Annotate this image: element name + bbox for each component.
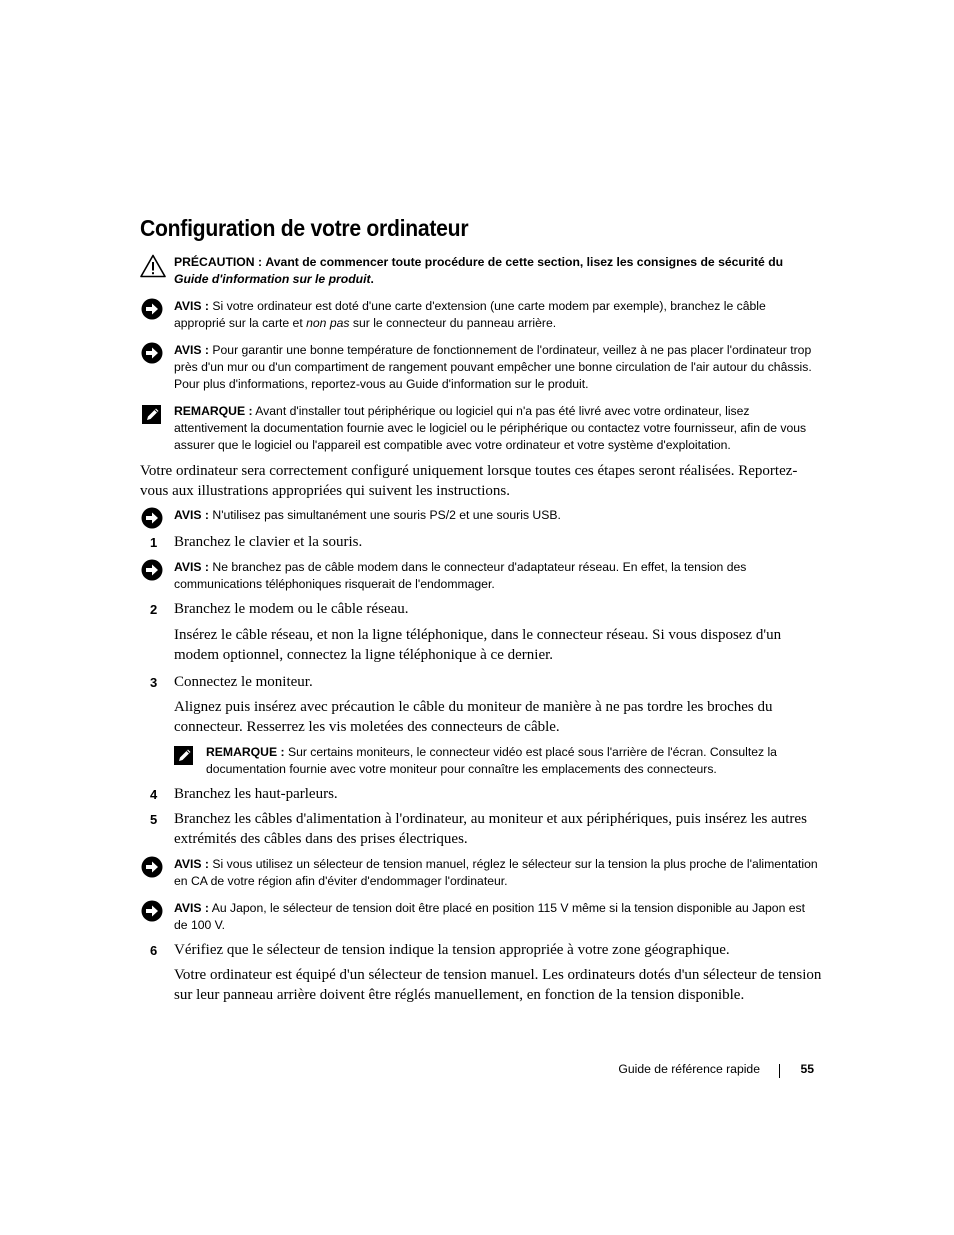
step-3-paragraph: Alignez puis insérez avec précaution le câble du moniteur de manière à ne pas tordre les broches du connecteur. Resserrez les vis moletées des connecteurs de câble.	[174, 699, 773, 735]
step-3	[140, 673, 820, 693]
intro-paragraph: Votre ordinateur sera correctement configuré uniquement lorsque toutes ces étapes seront réalisées. Reportez-vous aux illustrations appropriées qui suivent les instructions.	[140, 463, 798, 499]
notice-text-1	[174, 298, 820, 332]
step-text: Vérifiez que le sélecteur de tension indique la tension appropriée à votre zone géographique.	[174, 942, 730, 958]
notice-text-4	[174, 559, 820, 593]
remark-label-1: REMARQUE :	[174, 404, 253, 418]
notice-text-2	[174, 342, 820, 393]
step-number: 2	[150, 602, 158, 617]
notice-label-2: AVIS :	[174, 343, 209, 357]
step-number: 1	[150, 535, 158, 550]
caution-block	[140, 254, 820, 288]
remark-label-2: REMARQUE :	[206, 745, 285, 759]
remark-text-1	[174, 403, 820, 454]
notice-label-4: AVIS :	[174, 560, 209, 574]
pencil-note-icon	[172, 744, 198, 768]
notice-arrow-icon	[140, 342, 166, 366]
caution-end: .	[370, 272, 374, 286]
step-1	[140, 533, 820, 553]
notice-body-2: Pour garantir une bonne température de fonctionnement de l'ordinateur, veillez à ne pas placer l'ordinateur trop près d'un mur ou d'un compartiment de rangement pouvant empêcher une bonne circulation de l'air autour du châssis. Pour plus d'informations, reportez-vous au Guide d'information sur le produit.	[174, 343, 812, 391]
step-2	[140, 600, 820, 620]
footer-separator	[779, 1064, 780, 1078]
remark-block-2	[172, 744, 820, 778]
notice-arrow-icon	[140, 856, 166, 880]
notice-block-1	[140, 298, 820, 332]
step-6	[140, 941, 820, 961]
notice-block-3	[140, 507, 820, 524]
step-text: Branchez le clavier et la souris.	[174, 534, 363, 550]
remark-block-1	[140, 403, 820, 454]
step-text: Connectez le moniteur.	[174, 674, 313, 690]
notice-arrow-icon	[140, 900, 166, 924]
step-number: 3	[150, 675, 158, 690]
caution-body: Avant de commencer toute procédure de cette section, lisez les consignes de sécurité du	[265, 255, 784, 269]
caution-text	[174, 254, 820, 288]
notice-body-1b: sur le connecteur du panneau arrière.	[352, 316, 557, 330]
notice-label-6: AVIS :	[174, 901, 209, 915]
notice-arrow-icon	[140, 298, 166, 322]
notice-body-4: Ne branchez pas de câble modem dans le connecteur d'adaptateur réseau. En effet, la tension des communications téléphoniques risquerait de l'endommager.	[174, 560, 747, 591]
caution-label: PRÉCAUTION :	[174, 255, 263, 269]
notice-arrow-icon	[140, 507, 166, 531]
step-text: Branchez le modem ou le câble réseau.	[174, 601, 409, 617]
remark-body-2: Sur certains moniteurs, le connecteur vidéo est placé sous l'arrière de l'écran. Consultez la documentation fournie avec votre moniteur pour connaître les emplacements des connecteurs.	[206, 745, 777, 776]
notice-label-1: AVIS :	[174, 299, 209, 313]
warning-triangle-icon	[140, 254, 166, 278]
caution-reference: Guide d'information sur le produit	[174, 272, 371, 286]
notice-body-6: Au Japon, le sélecteur de tension doit être placé en position 115 V même si la tension disponible au Japon est de 100 V.	[174, 901, 805, 932]
notice-label-5: AVIS :	[174, 857, 209, 871]
notice-label-3: AVIS :	[174, 508, 209, 522]
step-2-paragraph: Insérez le câble réseau, et non la ligne téléphonique, dans le connecteur réseau. Si vous disposez d'un modem optionnel, connectez la ligne téléphonique à ce dernier.	[174, 627, 782, 663]
notice-body-1a: Si votre ordinateur est doté d'une carte d'extension (une carte modem par exemple), branchez le câble approprié sur la carte et	[174, 299, 766, 330]
notice-block-5	[140, 856, 820, 890]
step-number: 4	[150, 787, 158, 802]
notice-text-5	[174, 856, 820, 890]
notice-emphasis-1: non pas	[306, 316, 350, 330]
notice-text-6	[174, 900, 820, 934]
step-number: 5	[150, 812, 158, 827]
notice-text-3	[174, 507, 820, 524]
step-text: Branchez les câbles d'alimentation à l'ordinateur, au moniteur et aux périphériques, puis insérez les autres extrémités des câbles dans des prises électriques.	[174, 811, 807, 847]
notice-block-6	[140, 900, 820, 934]
step-text: Branchez les haut-parleurs.	[174, 786, 338, 802]
footer-document-title: Guide de référence rapide	[618, 1062, 760, 1076]
page-title: Configuration de votre ordinateur	[140, 215, 469, 241]
step-5	[140, 810, 820, 849]
step-number: 6	[150, 943, 158, 958]
step-6-paragraph: Votre ordinateur est équipé d'un sélecteur de tension manuel. Les ordinateurs dotés d'un sélecteur de tension sur leur panneau arrière doivent être réglés manuellement, en fonction de la tension disponible.	[174, 967, 822, 1003]
notice-block-4	[140, 559, 820, 593]
page-number: 55	[800, 1062, 814, 1076]
remark-text-2	[206, 744, 820, 778]
notice-body-3: N'utilisez pas simultanément une souris PS/2 et une souris USB.	[212, 508, 561, 522]
notice-block-2	[140, 342, 820, 393]
step-4	[140, 785, 820, 805]
notice-body-5: Si vous utilisez un sélecteur de tension manuel, réglez le sélecteur sur la tension la plus proche de l'alimentation en CA de votre région afin d'éviter d'endommager l'ordinateur.	[174, 857, 818, 888]
notice-arrow-icon	[140, 559, 166, 583]
remark-body-1: Avant d'installer tout périphérique ou logiciel qui n'a pas été livré avec votre ordinateur, lisez attentivement la documentation fournie avec le logiciel ou le périphérique ou contactez votre fournisseur, afin de vous assurer que le logiciel ou l'appareil est compatible avec votre ordinateur et votre système d'exploitation.	[174, 404, 807, 452]
pencil-note-icon	[140, 403, 166, 427]
